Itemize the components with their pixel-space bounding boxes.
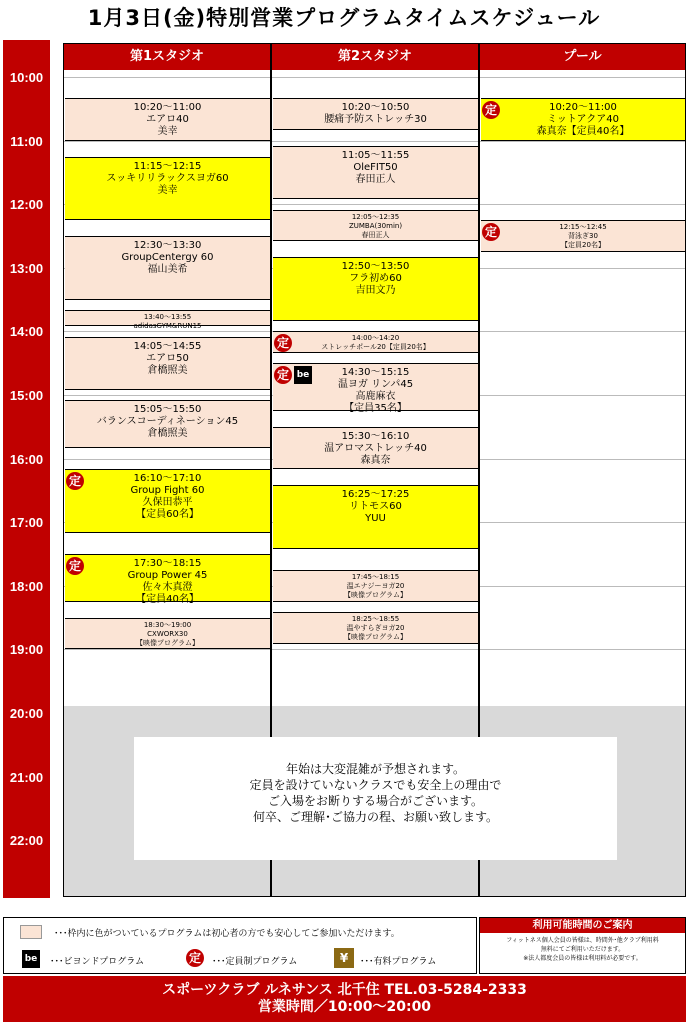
class-block [481, 220, 685, 252]
class-instructor: 森真奈【定員40名】 [536, 126, 630, 138]
page-title: 1月3日(金)特別営業プログラムタイムスケジュール [87, 6, 601, 30]
class-instructor: 【映像プログラム】 [136, 638, 199, 647]
class-time: 11:15～12:15 [133, 160, 202, 172]
legend-teiin: ･･･定員制プログラム [212, 957, 298, 967]
teiin-icon: 定 [66, 557, 84, 575]
class-instructor: 森真奈 [360, 454, 391, 466]
class-time: 18:30～19:00 [143, 620, 192, 629]
class-block [273, 485, 478, 549]
time-label: 13:00 [9, 260, 44, 276]
class-block [273, 427, 478, 469]
teiin-icon: 定 [274, 334, 292, 352]
column-header-studio1: 第1スタジオ [64, 44, 270, 70]
hour-gridline [64, 141, 685, 142]
class-time: 12:15～12:45 [559, 223, 607, 232]
class-time: 16:10～17:10 [133, 473, 202, 485]
class-instructor: 美幸 [157, 126, 178, 138]
class-block [273, 210, 478, 242]
class-instructor: 福山美希 [147, 264, 188, 275]
legend-paid: ･･･有料プログラム [360, 957, 437, 967]
class-name: Group Power 45 [127, 570, 208, 581]
time-label: 14:00 [9, 324, 44, 340]
class-name: 温ヨガ リンパ45 [337, 379, 414, 391]
class-instructor: 【映像プログラム】 [344, 633, 407, 642]
availability-line: フィットネス個人会員の皆様は、時間外･他クラブ利用料 [506, 937, 659, 944]
class-block [273, 257, 478, 321]
class-block [65, 554, 270, 605]
class-instructor: 春田正人 [361, 230, 390, 239]
class-instructor: 久保田恭平 [142, 497, 193, 509]
class-block [273, 570, 478, 602]
class-instructor: 佐々木真澄 [142, 582, 193, 593]
class-name: フラ初め60 [349, 273, 402, 285]
class-instructor: 【映像プログラム】 [344, 590, 407, 599]
class-time: 12:50～13:50 [341, 261, 410, 273]
class-instructor: 春田正人 [355, 173, 396, 185]
teiin-icon: 定 [274, 366, 292, 384]
class-name: エアロ40 [146, 114, 189, 126]
class-name: CXWORX30 [147, 629, 188, 638]
class-instructor: 倉橋照美 [147, 428, 188, 440]
legend [3, 917, 477, 974]
time-label: 11:00 [10, 133, 43, 149]
time-label: 12:00 [9, 197, 44, 213]
class-time: 17:45～18:15 [351, 572, 400, 581]
yen-icon: ¥ [334, 948, 354, 968]
class-name: 背泳ぎ30 [568, 232, 598, 241]
time-label: 21:00 [9, 769, 44, 785]
class-extra: 【定員60名】 [136, 509, 199, 521]
availability-body [480, 936, 685, 963]
hour-gridline [64, 77, 685, 78]
class-block [65, 400, 270, 448]
class-block [273, 331, 478, 352]
class-block [65, 236, 270, 300]
class-instructor: 吉田文乃 [355, 285, 396, 297]
availability-heading: 利用可能時間のご案内 [480, 918, 685, 933]
class-block [65, 618, 270, 650]
time-label: 16:00 [9, 451, 44, 467]
class-block [273, 146, 478, 199]
class-time: 15:05～15:50 [133, 404, 202, 416]
availability-box [479, 917, 686, 974]
legend-color-note: ･･･枠内に色がついているプログラムは初心者の方でも安心してご参加いただけます。 [54, 929, 400, 939]
class-instructor: 【定員20名】 [561, 241, 605, 250]
class-time: 10:20～10:50 [341, 102, 410, 114]
class-time: 16:25～17:25 [341, 489, 410, 501]
class-instructor: 倉橋照美 [147, 364, 188, 376]
column-header-studio2: 第2スタジオ [272, 44, 478, 70]
teiin-icon: 定 [482, 223, 500, 241]
class-block [65, 469, 270, 533]
class-instructor: YUU [365, 513, 386, 525]
schedule-grid [63, 43, 686, 897]
class-name: リトモス60 [349, 501, 402, 513]
time-label: 19:00 [9, 642, 44, 658]
class-extra: 【定員35名】 [344, 403, 407, 415]
class-name: GroupCentergy 60 [121, 252, 214, 263]
time-label: 20:00 [9, 706, 44, 721]
class-time: 17:30～18:15 [133, 558, 202, 569]
beyond-icon: be [294, 366, 312, 384]
club-contact: スポーツクラブ ルネサンス 北千住 TEL.03-5284-2333 [162, 982, 527, 998]
class-block [65, 98, 270, 140]
class-time: 12:30～13:30 [133, 240, 202, 251]
class-name: adidasGYM&RUN15 [133, 322, 202, 331]
notice-line: ご入場をお断りする場合がございます。 [267, 794, 484, 808]
class-name: スッキリリラックスヨガ60 [106, 172, 229, 184]
time-label: 18:00 [9, 578, 44, 594]
class-time: 18:25～18:55 [351, 615, 400, 624]
time-label: 22:00 [9, 833, 44, 849]
class-name: エアロ50 [146, 352, 189, 364]
class-instructor: 美幸 [157, 184, 178, 196]
class-time: 14:05～14:55 [133, 340, 202, 352]
availability-line: ※法人都度会員の皆様は利用料が必要です。 [523, 955, 642, 962]
footer [3, 976, 686, 1022]
class-name: 腰痛予防ストレッチ30 [324, 114, 427, 126]
class-time: 13:40～13:55 [143, 313, 192, 322]
class-block [481, 98, 685, 140]
class-time: 10:20～11:00 [549, 102, 617, 114]
class-block [65, 337, 270, 390]
class-name: 温やすらぎヨガ20 [346, 624, 405, 633]
class-name: Group Fight 60 [130, 485, 205, 497]
class-block [65, 310, 270, 331]
class-name: 温エナジーヨガ20 [346, 581, 405, 590]
notice-line: 定員を設けていないクラスでも安全上の理由で [249, 778, 502, 792]
class-time: 15:30～16:10 [341, 430, 410, 442]
class-name: 温アロマストレッチ40 [324, 442, 427, 454]
teiin-icon: 定 [186, 949, 204, 967]
beyond-icon: be [22, 950, 40, 968]
class-block [65, 157, 270, 221]
class-name: OleFIT50 [353, 161, 398, 173]
time-label: 17:00 [9, 515, 44, 531]
time-column [3, 40, 50, 898]
hour-gridline [64, 649, 685, 650]
class-time: 14:00～14:20 [351, 334, 400, 343]
teiin-icon: 定 [482, 101, 500, 119]
class-name: ミットアクア40 [547, 114, 619, 126]
notice-line: 年始は大変混雑が予想されます。 [285, 762, 466, 776]
notice-box [134, 737, 617, 860]
class-name: ストレッチポール20【定員20名】 [321, 343, 430, 352]
class-name: バランスコーディネーション45 [96, 416, 239, 428]
time-label: 10:00 [9, 70, 44, 85]
teiin-icon: 定 [66, 472, 84, 490]
class-instructor: 高鹿麻衣 [355, 391, 396, 403]
class-block [273, 612, 478, 644]
business-hours: 営業時間／10:00～20:00 [257, 999, 432, 1015]
time-label: 15:00 [9, 388, 44, 403]
class-time: 11:05～11:55 [341, 149, 410, 161]
notice-line: 何卒、ご理解･ご協力の程、お願い致します。 [252, 810, 499, 824]
legend-beyond: ･･･ビヨンドプログラム [50, 957, 145, 967]
class-time: 14:30～15:15 [341, 367, 410, 379]
class-time: 12:05～12:35 [351, 212, 400, 221]
beginner-color-swatch [20, 925, 42, 939]
class-extra: 【定員40名】 [136, 594, 199, 605]
class-time: 10:20～11:00 [133, 102, 202, 114]
class-name: ZUMBA(30min) [348, 221, 403, 230]
class-block [273, 363, 478, 415]
column-header-pool: プール [480, 44, 685, 70]
availability-line: 無料にてご利用いただけます。 [540, 946, 625, 953]
class-block [273, 98, 478, 130]
